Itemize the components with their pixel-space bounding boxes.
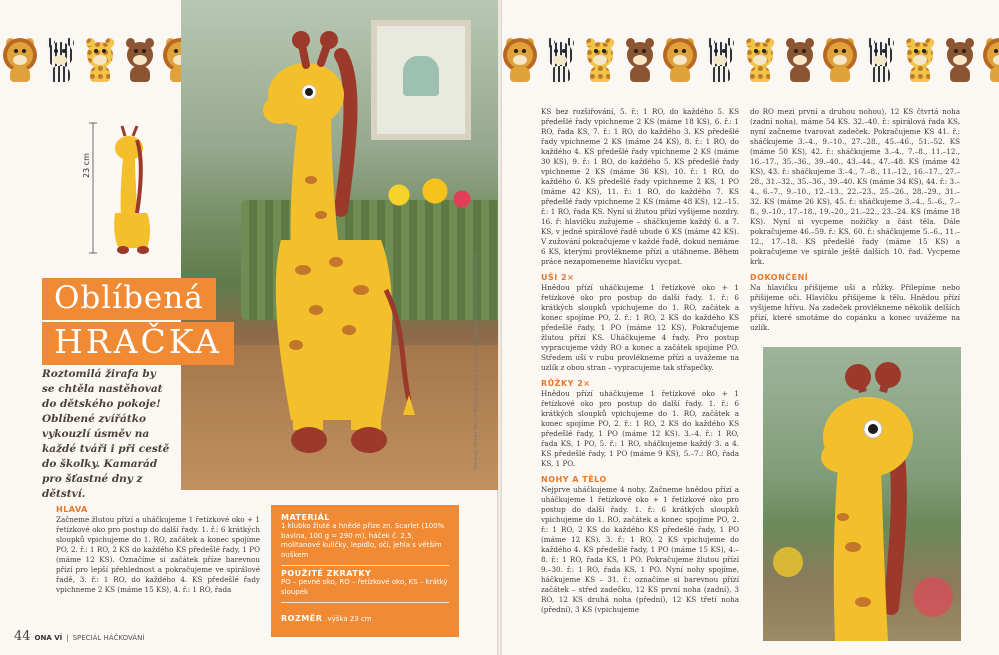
magazine-name: ONA VÍ <box>34 634 63 642</box>
section-text-hlava: Začneme žlutou přízí a uháčkujeme 1 řetízkové oko + 1 řetízkové oko pro postup do další řady. 1. ř.: 6 krátkých sloupků vpichujeme do 1. RO, začátek a konec spojíme PO, 2. ř.: 1 RO, 2 KS do každého KS předešlé řady, 1 PO (máme 12 KS). Označíme si začátek příze barevnou přízí pro lepší přehlednost a pokračujeme ve spirálové řadě, 3. ř.: 1 RO, do každého 4. KS předešlé řady vpichneme 2 KS (máme 15 KS), 4. ř.: 1 RO, řada <box>56 515 260 594</box>
section-heading-nohy: NOHY A TĚLO <box>541 475 607 484</box>
giraffe-size-illustration <box>85 118 165 258</box>
size-label: 23 cm <box>82 153 91 178</box>
lion-icon <box>820 28 860 86</box>
section-text-ruzky: Hnědou přízí uháčkujeme 1 řetízkové oko + 1 řetízkové oko pro postup do další řady. 1. ř.: 6 krátkých sloupků vpichujeme do 1. RO, začátek a konec spojíme PO, 2. ř.: 1 RO, 2 KS do každého KS předešlé řady, 1 PO (máme 12 KS). 3.–4. ř.: 1 RO, řada KS, 1 PO, 5. ř.: 1 RO, sháčkujeme každý 3. a 4. KS předešlé řady, 1 PO (máme 9 KS), 5.–7.: RO, řada KS, 1 PO. <box>541 389 739 468</box>
size-heading: ROZMĚR <box>281 614 323 623</box>
monkey-icon <box>120 28 160 86</box>
section-text-usi: Hnědou přízí uháčkujeme 1 řetízkové oko + 1 řetízkové oko pro postup do další řady. 1. ř.: 6 krátkých sloupků vpichujeme do 1. RO, začátek a konec spojíme PO, 2. ř.: 1 RO, 2 KS do každého KS předešlé řady, 1 PO (máme 12 KS). Pokračujeme žlutou přízí KS. Uháčkujeme 4 řady. Pro postup vypracujeme vždy RO a konec a začátek spojíme PO. Středem uší v rubu provlékneme přízi a uvážeme na uzlík z obou stran – vypracujeme tak střapečky. <box>541 283 739 372</box>
section-hlava <box>56 505 260 595</box>
giraffe-icon <box>900 28 940 86</box>
lion-icon <box>160 28 181 86</box>
material-divider <box>281 602 449 603</box>
material-divider <box>281 565 449 566</box>
material-box <box>271 505 459 637</box>
section-heading-dokonceni: DOKONČENÍ <box>750 273 809 282</box>
text-column-2 <box>750 107 960 339</box>
giraffe-head-closeup <box>763 347 961 641</box>
closeup-photo-giraffe <box>763 347 961 641</box>
section-heading-hlava: HLAVA <box>56 505 88 514</box>
animal-border-left <box>0 28 181 86</box>
section-text-nohy: Nejprve uháčkujeme 4 nohy. Začneme hnědou přízí a uháčkujeme 1 řetízkové oko + 1 řetízkové oko pro postup do další řady. 1. ř.: 6 krátkých sloupků vpichujeme do 1. RO, začátek a konec spojíme PO, 2. ř.: 1 RO, 2 KS do každého KS předešlé řady, 1 PO (máme 12 KS). 3. ř.: 1 RO, 2 KS vpichujeme do každého 4. KS předešlé řady, 1 PO (máme 15 KS), 4.–8. ř.: 1 RO, řada KS, 1 PO. Pokračujeme žlutou přízí 9.–30. ř.: 1 RO, řada KS, 1 PO. Nyní nohy spojíme, háčkujeme KS – 31. ř.: označíme si barevnou přízí začátek – střed zadečku, 12 KS první noha (zadní), 3 RO, 12 KS druhá noha (přední), 12 KS třetí noha (přední), 3 KS (vpichujeme <box>541 485 739 614</box>
title-line-1: Oblíbená <box>42 278 216 320</box>
column-1-intro: KS bez rozšiřování, 5. ř.: 1 RO, do každého 5. KS předešlé řady vpichneme 2 KS (máme 18 KS), 6. ř.: 1 RO, řada KS, 7. ř.: 1 RO, do každého 3. KS předešlé řady vpichneme 2 KS (máme 24 KS), 8. ř.: 1 RO, do každého 4. KS předešlé řady vpichneme 2 KS (máme 30 KS), 9. ř.: 1 RO, do každého 5. KS předešlé řady vpichneme 2 KS (máme 36 KS), 10. ř.: 1 RO, do každého 6. KS předešlé řady vpichneme 2 KS, 1 PO (máme 42 KS), 11. ř.: 1 RO, do každého 7. KS předešlé řady vpichneme 2 KS (máme 48 KS), 12.–15. ř.: 1 RO, řada KS. Nyní si žlutou přízí vyšijeme nozdry. 16. ř: hlavičku zužujeme – sháčkujeme každý 6. a 7. KS, v jedné spirálové řadě ubude 6 KS (máme 42 KS). V zužování pokračujeme v každé řadě, dokud nemáme 6 KS, kterými provlékneme přízi a utáhneme. Během práce nezapomeneme hlavičku vycpat. <box>541 107 739 266</box>
lion-icon <box>980 28 999 86</box>
abbreviations-heading: POUŽITÉ ZKRATKY <box>281 569 372 578</box>
magazine-section: SPECIÁL HÁČKOVÁNÍ <box>72 634 145 642</box>
abbreviations-text: PO – pevné oko, RO – řetízkové oko, KS – krátký sloupek <box>281 578 448 596</box>
crochet-giraffe-image <box>181 0 498 490</box>
hero-photo-giraffe <box>181 0 498 490</box>
photo-credits <box>474 390 479 470</box>
page-footer: 44 ONA VÍ | SPECIÁL HÁČKOVÁNÍ <box>14 629 145 644</box>
text-column-1 <box>541 107 739 621</box>
section-heading-usi: UŠI 2× <box>541 273 575 282</box>
giraffe-icon <box>80 28 120 86</box>
monkey-icon <box>780 28 820 86</box>
material-text: 1 klubko žluté a hnědé příze zn. Scarlet (100% bavlna, 100 g = 290 m), háček č. 2,5, molitanové kuličky, lepidlo, oči, jehla s větším ouškem <box>281 522 445 559</box>
giraffe-icon <box>580 28 620 86</box>
animal-border-right <box>500 28 999 86</box>
zebra-icon <box>700 28 740 86</box>
monkey-icon <box>620 28 660 86</box>
giraffe-icon <box>740 28 780 86</box>
zebra-icon <box>540 28 580 86</box>
monkey-icon <box>940 28 980 86</box>
page-number: 44 <box>14 629 31 644</box>
section-heading-ruzky: RŮŽKY 2× <box>541 379 591 388</box>
lead-paragraph: Roztomilá žirafa by se chtěla nastěhovat do dětského pokoje! Oblíbené zvířátko vykouzlí úsměv na každé tváři i při cestě do školky. Kamarád pro šťastné dny z dětství. <box>42 368 170 500</box>
column-2-intro: do RO mezi první a druhou nohou), 12 KS čtvrtá noha (zadní noha), máme 54 KS. 32.–40. ř.: spirálová řada KS, nyní začneme tvarovat zadeček. Pokračujeme KS 41. ř.: sháčkujeme 3.–4., 9.–10., 27.–28., 45.–46., 51.–52. KS (máme 50 KS), 42. ř.: sháčkujeme 3.–4., 7.–8., 11.–12., 16.–17., 35.–36., 39.–40., 43.–44., 47.–48. KS (máme 42 KS), 43. ř.: sháčkujeme 3.–4., 7.–8., 11.–12., 16.–17., 27.–28., 31.–32., 35.–36., 39.–40. KS (máme 34 KS), 44. ř.: 3.–4., 6.–7., 9.–10., 12.–13., 22.–23., 25.–26., 28.–29., 31.–32. KS (máme 26 KS), 45. ř.: sháčkujeme 3.–4., 5.–6., 7.–8., 9.–10., 17.–18., 19.–20., 21.–22., 23.–24. KS (máme 18 KS). Nyní si vycpeme nožičky a část těla. Dále pokračujeme 46.–59. ř.: KS, 60. ř.: sháčkujeme 5.–6., 11.–12., 17.–18. KS předešlé řady (máme 15 KS) a pokračujeme ve spirále ještě dalších 10. řad. Vycpeme krk. <box>750 107 960 266</box>
zebra-icon <box>40 28 80 86</box>
lion-icon <box>660 28 700 86</box>
title-line-2: HRAČKA <box>42 322 234 365</box>
material-heading: MATERIÁL <box>281 513 330 522</box>
zebra-icon <box>860 28 900 86</box>
lion-icon <box>500 28 540 86</box>
lion-icon <box>0 28 40 86</box>
article-title <box>42 278 230 365</box>
section-text-dokonceni: Na hlavičku přišijeme uši a růžky. Přilepíme nebo přišijeme oči. Hlavičku přišijeme k tělu. Hnědou přízí vyšijeme hřívu. Na zadeček provlékneme několik delších přízí, které smotáme do copánku a konec uvážeme na uzlík. <box>750 283 960 332</box>
size-text: výška 23 cm <box>327 615 372 623</box>
